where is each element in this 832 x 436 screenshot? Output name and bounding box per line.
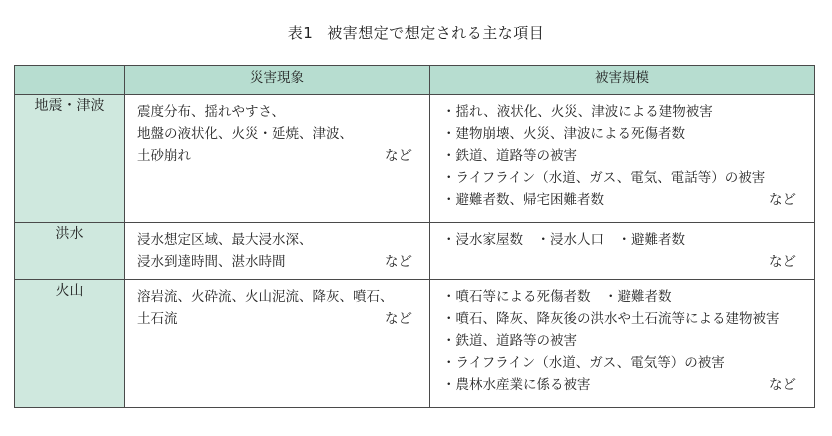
damage-line: ・噴石、降灰、降灰後の洪水や土石流等による建物被害 — [442, 311, 780, 327]
row-label-flood: 洪水 — [15, 223, 125, 280]
damage-line: ・ライフライン（水道、ガス、電気、電話等）の被害 — [442, 170, 766, 186]
row-label-earthquake: 地震・津波 — [15, 95, 125, 223]
damage-cell — [430, 223, 815, 280]
table-row — [15, 95, 815, 223]
phenomenon-line: 地盤の液状化、火災・延焼、津波、 — [137, 126, 353, 142]
phenomenon-line: 溶岩流、火砕流、火山泥流、降灰、噴石、 — [137, 289, 394, 305]
damage-line: ・揺れ、液状化、火災、津波による建物被害 — [442, 104, 713, 120]
phenomenon-suffix: など — [385, 148, 412, 164]
header-row — [15, 66, 815, 95]
table-row — [15, 280, 815, 408]
phenomenon-line: 浸水想定区域、最大浸水深、 — [137, 232, 313, 248]
row-label-volcano: 火山 — [15, 280, 125, 408]
damage-line: ・避難者数、帰宅困難者数 — [442, 192, 604, 208]
damage-line: ・噴石等による死傷者数 ・避難者数 — [442, 289, 672, 305]
damage-cell — [430, 280, 815, 408]
phenomenon-line: 土砂崩れ — [137, 148, 191, 164]
phenomenon-cell — [125, 280, 430, 408]
header-corner — [15, 66, 125, 95]
phenomenon-suffix: など — [385, 254, 412, 270]
caption-text: 被害想定で想定される主な項目 — [327, 24, 545, 42]
damage-line: ・建物崩壊、火災、津波による死傷者数 — [442, 126, 685, 142]
damage-line: ・鉄道、道路等の被害 — [442, 333, 577, 349]
header-phenomenon: 災害現象 — [125, 66, 430, 95]
phenomenon-line: 浸水到達時間、湛水時間 — [137, 254, 286, 270]
damage-line: ・ライフライン（水道、ガス、電気等）の被害 — [442, 355, 725, 371]
table-caption — [0, 22, 832, 43]
damage-line: ・農林水産業に係る被害 — [442, 377, 591, 393]
damage-line: ・鉄道、道路等の被害 — [442, 148, 577, 164]
damage-suffix: など — [769, 254, 796, 270]
damage-suffix: など — [769, 192, 796, 208]
phenomenon-line: 土石流 — [137, 311, 178, 327]
hazard-table — [14, 65, 815, 408]
table-row — [15, 223, 815, 280]
header-damage: 被害規模 — [430, 66, 815, 95]
phenomenon-cell — [125, 95, 430, 223]
damage-suffix: など — [769, 377, 796, 393]
damage-line: ・浸水家屋数 ・浸水人口 ・避難者数 — [442, 232, 685, 248]
damage-cell — [430, 95, 815, 223]
phenomenon-line: 震度分布、揺れやすさ、 — [137, 104, 285, 120]
phenomenon-cell — [125, 223, 430, 280]
caption-number: 表1 — [287, 24, 314, 42]
phenomenon-suffix: など — [385, 311, 412, 327]
